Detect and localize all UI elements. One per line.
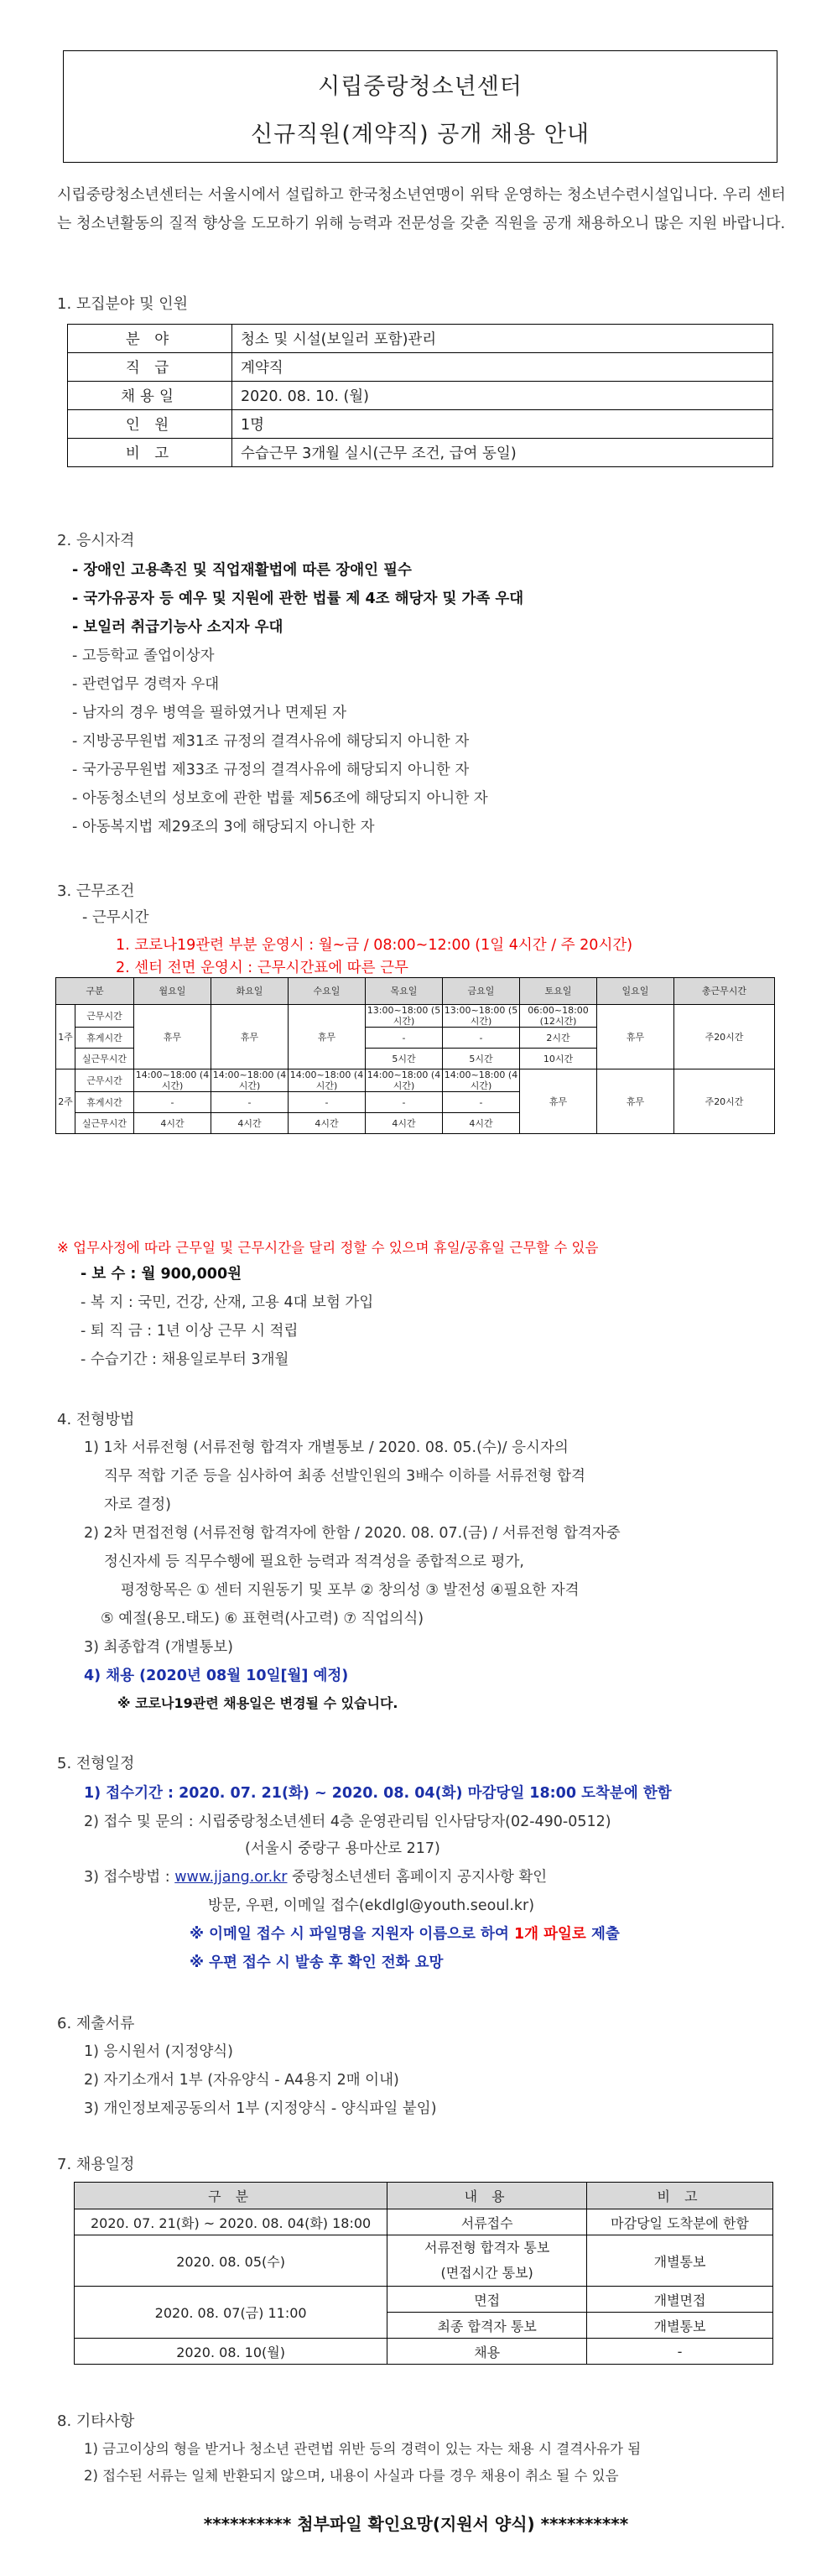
schedule-cell: -: [443, 1028, 520, 1049]
row-label: 비 고: [68, 439, 232, 467]
schedule-cell: -: [211, 1092, 289, 1113]
homepage-link[interactable]: www.jjang.or.kr: [174, 1869, 288, 1886]
intro-paragraph: 시립중랑청소년센터는 서울시에서 설립하고 한국청소년연맹이 위탁 운영하는 청소년수련시설입니다. 우리 센터는 청소년활동의 질적 향상을 도모하기 위해 능력과 전문성을 갖춘 직원을 공개 채용하오니 많은 지원 바랍니다.: [57, 186, 786, 232]
schedule-cell: 14:00~18:00 (4시간): [289, 1069, 366, 1092]
qualification-item: - 관련업무 경력자 우대: [72, 676, 220, 693]
col-header: 일요일: [597, 978, 674, 1005]
schedule-remark: 개별통보: [587, 2235, 773, 2287]
qualification-item: - 아동청소년의 성보호에 관한 법률 제56조에 해당되지 아니한 자: [72, 790, 488, 807]
email-note: [190, 1923, 620, 1944]
evaluation-items: 평정항목은 ① 센터 지원동기 및 포부 ② 창의성 ③ 발전성 ④필요한 자격: [121, 1582, 580, 1599]
schedule-cell: 5시간: [443, 1049, 520, 1069]
schedule-cell: -: [134, 1092, 211, 1113]
week-label: 1주: [56, 1005, 75, 1069]
row-label: 근무시간: [75, 1069, 134, 1092]
qualification-item: - 국가유공자 등 예우 및 지원에 관한 법률 제 4조 해당자 및 가족 우대: [72, 591, 524, 607]
covid-change-note: ※ 코로나19관련 채용일은 변경될 수 있습니다.: [117, 1695, 398, 1711]
severance: - 퇴 직 금 : 1년 이상 근무 시 적립: [81, 1323, 299, 1340]
full-operation-note: 2. 센터 전면 운영시 : 근무시간표에 따른 근무: [116, 960, 408, 976]
col-header: 총근무시간: [674, 978, 775, 1005]
selection-step-3: 3) 최종합격 (개별통보): [84, 1639, 233, 1656]
table-row: [75, 2339, 773, 2365]
qualification-item: - 고등학교 졸업이상자: [72, 648, 215, 664]
schedule-cell: 06:00~18:00 (12시간): [520, 1005, 597, 1028]
schedule-date: 2020. 08. 07(금) 11:00: [75, 2287, 387, 2339]
document-item: 2) 자기소개서 1부 (자유양식 - A4용지 2매 이내): [84, 2072, 399, 2089]
schedule-date: 2020. 07. 21(화) ~ 2020. 08. 04(화) 18:00: [75, 2209, 387, 2235]
row-label: 휴게시간: [75, 1028, 134, 1049]
work-hours-label: - 근무시간: [82, 909, 149, 926]
email-note-highlight: 1개 파일로: [513, 1926, 586, 1943]
schedule-cell: 4시간: [289, 1113, 366, 1134]
row-value: 1명: [232, 410, 773, 439]
title-line-2: 신규직원(계약직) 공개 채용 안내: [251, 122, 590, 148]
section-6-heading: 6. 제출서류: [57, 2015, 135, 2032]
qualification-item: - 아동복지법 제29조의 3에 해당되지 아니한 자: [72, 819, 375, 835]
section-1-heading: 1. 모집분야 및 인원: [57, 295, 189, 313]
selection-step-4: 4) 채용 (2020년 08월 10일[월] 예정): [84, 1668, 349, 1684]
schedule-content: 채용: [387, 2339, 587, 2365]
schedule-cell: 4시간: [211, 1113, 289, 1134]
schedule-cell: -: [443, 1092, 520, 1113]
section-7-heading: 7. 채용일정: [57, 2156, 135, 2173]
schedule-content: [387, 2235, 587, 2287]
schedule-date: 2020. 08. 05(수): [75, 2235, 387, 2287]
qualification-item: - 보일러 취급기능사 소지자 우대: [72, 619, 283, 636]
evaluation-items-cont: ⑤ 예절(용모.태도) ⑥ 표현력(사고력) ⑦ 직업의식): [101, 1611, 424, 1627]
schedule-cell: 10시간: [520, 1049, 597, 1069]
method-label: 3) 접수방법 :: [84, 1869, 170, 1886]
section-3-heading: 3. 근무조건: [57, 882, 135, 900]
col-header: 내 용: [387, 2183, 587, 2209]
selection-step-2: 2) 2차 면접전형 (서류전형 합격자에 한함 / 2020. 08. 07.(금) / 서류전형 합격자중: [84, 1525, 621, 1542]
total-cell: 주20시간: [674, 1069, 775, 1134]
week-label: 2주: [56, 1069, 75, 1134]
rest-cell: 휴무: [211, 1005, 289, 1069]
section-8-heading: 8. 기타사항: [57, 2412, 135, 2430]
section-5-heading: 5. 전형일정: [57, 1755, 135, 1772]
schedule-date: 2020. 08. 10(월): [75, 2339, 387, 2365]
table-row: [68, 410, 773, 439]
rest-cell: 휴무: [597, 1005, 674, 1069]
col-header: 구 분: [75, 2183, 387, 2209]
submission-ways: 방문, 우편, 이메일 접수(ekdlgl@youth.seoul.kr): [208, 1897, 535, 1914]
col-header: 목요일: [366, 978, 443, 1005]
table-row: [68, 382, 773, 410]
rest-cell: 휴무: [520, 1069, 597, 1134]
email-note-end: 제출: [590, 1926, 620, 1943]
schedule-cell: 5시간: [366, 1049, 443, 1069]
schedule-cell: -: [366, 1092, 443, 1113]
title-line-1: 시립중랑청소년센터: [318, 74, 523, 100]
salary: - 보 수 : 월 900,000원: [81, 1266, 242, 1283]
document-item: 1) 응시원서 (지정양식): [84, 2043, 233, 2060]
col-header: 비 고: [587, 2183, 773, 2209]
row-label: 실근무시간: [75, 1049, 134, 1069]
qualification-item: - 남자의 경우 병역을 필하였거나 면제된 자: [72, 705, 347, 721]
content-line: 서류전형 합격자 통보: [424, 2240, 550, 2256]
probation: - 수습기간 : 채용일로부터 3개월: [81, 1351, 289, 1368]
covid-schedule-note: 1. 코로나19관련 부분 운영시 : 월~금 / 08:00~12:00 (1일 4시간 / 주 20시간): [116, 937, 633, 954]
row-value: 수습근무 3개월 실시(근무 조건, 급여 동일): [232, 439, 773, 467]
content-line: (면접시간 통보): [440, 2265, 533, 2281]
schedule-remark: 개별면접: [587, 2287, 773, 2313]
schedule-cell: 4시간: [443, 1113, 520, 1134]
table-row: [68, 353, 773, 382]
total-cell: 주20시간: [674, 1005, 775, 1069]
work-schedule-table: [55, 977, 775, 1134]
schedule-remark: 마감당일 도착분에 한함: [587, 2209, 773, 2235]
attachment-footer: ********** 첨부파일 확인요망(지원서 양식) **********: [203, 2514, 629, 2534]
other-item: 2) 접수된 서류는 일체 반환되지 않으며, 내용이 사실과 다를 경우 채용이 취소 될 수 있음: [84, 2468, 619, 2484]
schedule-cell: 13:00~18:00 (5시간): [443, 1005, 520, 1028]
other-item: 1) 금고이상의 형을 받거나 청소년 관련법 위반 등의 경력이 있는 자는 채용 시 결격사유가 됨: [84, 2441, 642, 2457]
title-box: [63, 50, 777, 163]
schedule-cell: -: [289, 1092, 366, 1113]
schedule-cell: 14:00~18:00 (4시간): [443, 1069, 520, 1092]
mail-note: ※ 우편 접수 시 발송 후 확인 전화 요망: [190, 1954, 444, 1971]
schedule-cell: -: [366, 1028, 443, 1049]
col-header: 금요일: [443, 978, 520, 1005]
row-label: 인 원: [68, 410, 232, 439]
rest-cell: 휴무: [289, 1005, 366, 1069]
selection-step-1-cont: 자로 결정): [104, 1496, 172, 1513]
document-item: 3) 개인정보제공동의서 1부 (지정양식 - 양식파일 붙임): [84, 2100, 437, 2117]
table-row: [68, 439, 773, 467]
schedule-cell: 2시간: [520, 1028, 597, 1049]
application-period: 1) 접수기간 : 2020. 07. 21(화) ~ 2020. 08. 04(화) 마감당일 18:00 도착분에 한함: [84, 1785, 672, 1802]
schedule-content: 면접: [387, 2287, 587, 2313]
row-label: 분 야: [68, 325, 232, 353]
qualification-item: - 지방공무원법 제31조 규정의 결격사유에 해당되지 아니한 자: [72, 733, 470, 750]
row-value: 청소 및 시설(보일러 포함)관리: [232, 325, 773, 353]
schedule-cell: 14:00~18:00 (4시간): [211, 1069, 289, 1092]
schedule-cell: 14:00~18:00 (4시간): [366, 1069, 443, 1092]
row-value: 2020. 08. 10. (월): [232, 382, 773, 410]
welfare: - 복 지 : 국민, 건강, 산재, 고용 4대 보험 가입: [81, 1294, 374, 1311]
schedule-content: 최종 합격자 통보: [387, 2313, 587, 2339]
row-label: 채용일: [68, 382, 232, 410]
row-label: 직 급: [68, 353, 232, 382]
schedule-cell: 4시간: [134, 1113, 211, 1134]
rest-cell: 휴무: [597, 1069, 674, 1134]
table-row: [75, 2209, 773, 2235]
qualification-item: - 장애인 고용촉진 및 직업재활법에 따른 장애인 필수: [72, 562, 412, 579]
application-method: [84, 1866, 547, 1886]
schedule-cell: 14:00~18:00 (4시간): [134, 1069, 211, 1092]
col-header: 구분: [56, 978, 134, 1005]
address: (서울시 중랑구 용마산로 217): [245, 1840, 440, 1857]
schedule-remark: 개별통보: [587, 2313, 773, 2339]
table-row: [68, 325, 773, 353]
row-label: 휴게시간: [75, 1092, 134, 1113]
row-label: 실근무시간: [75, 1113, 134, 1134]
schedule-note: ※ 업무사정에 따라 근무일 및 근무시간을 달리 정할 수 있으며 휴일/공휴일 근무할 수 있음: [57, 1240, 599, 1256]
table-row: [75, 2235, 773, 2287]
schedule-remark: -: [587, 2339, 773, 2365]
selection-step-1-cont: 직무 적합 기준 등을 심사하여 최종 선발인원의 3배수 이하를 서류전형 합격: [104, 1468, 585, 1485]
section-4-heading: 4. 전형방법: [57, 1411, 135, 1429]
recruitment-field-table: [67, 324, 773, 467]
table-row: [75, 2287, 773, 2313]
hiring-schedule-table: [74, 2182, 773, 2365]
section-2-heading: 2. 응시자격: [57, 532, 135, 549]
row-label: 근무시간: [75, 1005, 134, 1028]
rest-cell: 휴무: [134, 1005, 211, 1069]
selection-step-2-cont: 정신자세 등 직무수행에 필요한 능력과 적격성을 종합적으로 평가,: [104, 1553, 524, 1570]
col-header: 월요일: [134, 978, 211, 1005]
schedule-content: 서류접수: [387, 2209, 587, 2235]
selection-step-1: 1) 1차 서류전형 (서류전형 합격자 개별통보 / 2020. 08. 05.(수)/ 응시자의: [84, 1439, 569, 1456]
col-header: 화요일: [211, 978, 289, 1005]
schedule-cell: 13:00~18:00 (5시간): [366, 1005, 443, 1028]
col-header: 토요일: [520, 978, 597, 1005]
row-value: 계약직: [232, 353, 773, 382]
qualification-item: - 국가공무원법 제33조 규정의 결격사유에 해당되지 아니한 자: [72, 762, 470, 778]
inquiry-contact: 2) 접수 및 문의 : 시립중랑청소년센터 4층 운영관리팀 인사담당자(02-490-0512): [84, 1814, 611, 1830]
method-desc: 중랑청소년센터 홈페이지 공지사항 확인: [292, 1869, 548, 1886]
email-note-text: ※ 이메일 접수 시 파일명을 지원자 이름으로 하여: [190, 1926, 509, 1943]
col-header: 수요일: [289, 978, 366, 1005]
schedule-cell: 4시간: [366, 1113, 443, 1134]
